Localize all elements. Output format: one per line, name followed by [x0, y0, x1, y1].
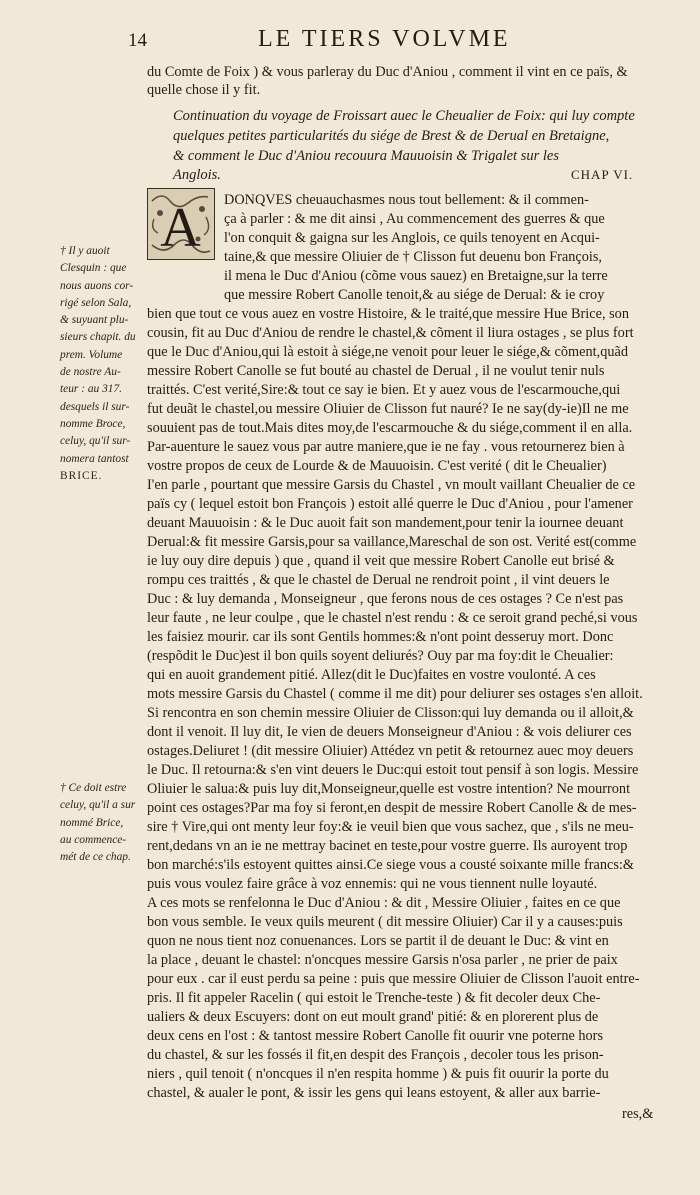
margin-note-line: teur : au 317. [60, 383, 123, 396]
text-line: res,& [622, 1106, 654, 1122]
heading-line: Anglois. [173, 167, 221, 183]
text-line: Oliuier le salua:& puis luy dit,Monseigneur,quelle est vostre intention? Ne mourront [147, 781, 631, 797]
drop-cap-letter: A [160, 197, 201, 258]
text-line: qui en auoit grandement pitié. Allez(dit le Duc)faites en vostre voulonté. A ces [147, 667, 596, 683]
text-line: les faisiez mourir. car ils sont Gentils hommes:& n'ont point desseruy mort. Donc [147, 629, 614, 645]
page-number: 14 [128, 30, 147, 51]
margin-note-line: sieurs chapit. du [60, 331, 136, 344]
margin-note-line: nous auons cor- [60, 279, 134, 292]
text-line: traittés. C'est verité,Sire:& tout ce say ie bien. Et y auez vous de l'escarmouche,qui [147, 382, 621, 398]
text-line: A ces mots se renfelonna le Duc d'Aniou : & dit , Messire Oliuier , faites en ce que [147, 895, 621, 911]
body-line: quelle chose il y fit. [147, 82, 261, 98]
text-line: la place , deuant le chastel: n'oncques messire Garsis n'osa parler , ne prier de paix [147, 952, 618, 968]
margin-note-line: rigé selon Sala, [60, 296, 132, 309]
heading-line: quelques petites particularités du siége de Brest & de Derual en Bretaigne, [173, 128, 610, 144]
text-line: pris. Il fit appeler Racelin ( qui estoit le Trenche-teste ) & fit decoler deux Che- [147, 990, 601, 1006]
text-line: souuient pas de tout.Mais dites moy,de l'escarmouche & du siége,comment il en alla. [147, 420, 633, 436]
text-line: bien que tout ce vous auez en vostre Histoire, & le traité,que messire Hue Brice, son [147, 306, 629, 322]
text-line: point ces ostages?Par ma foy si feront,en despit de messire Robert Canolle & de mes- [147, 800, 637, 816]
margin-note-line: au commence- [60, 833, 127, 846]
text-line: ça à parler : & me dit ainsi , Au commencement des guerres & que [224, 211, 605, 227]
margin-note-line: de nostre Au- [60, 366, 121, 379]
ornament-icon [148, 189, 213, 258]
text-line: du chastel, & sur les fossés il fit,en despit des François , decoler tous les prison- [147, 1047, 604, 1063]
text-line: puis vous voulez faire grâce à voz ennemis: qui ne vous tiennent nulle loyauté. [147, 876, 598, 892]
margin-note-line: desquels il sur- [60, 400, 130, 413]
text-line: l'on conquit & gaigna sur les Anglois, ce quils tenoyent en Acqui- [224, 230, 600, 246]
text-line: DONQVES cheuauchasmes nous tout bellement: & il commen- [224, 192, 589, 208]
heading-line: Continuation du voyage de Froissart auec le Cheualier de Foix: qui luy compte [173, 108, 635, 124]
text-line: rompu ces traittés , & que le chastel de Derual ne rendroit point , il vint deuers le [147, 572, 610, 588]
chapter-label: CHAP VI. [571, 167, 634, 182]
text-line: ie luy ouy dire depuis ) que , quand il veit que messire Robert Canolle eut brisé & [147, 553, 615, 569]
margin-note-line: † Ce doit estre [60, 782, 127, 794]
text-line: pour eux . car il eust perdu sa peine : puis que messire Oliuier de Clisson l'auoit entre- [147, 971, 640, 987]
text-line: I'en parle , pourtant que messire Garsis du Chastel , vn moult vaillant Cheualier de ce [147, 477, 636, 493]
body-line: du Comte de Foix ) & vous parleray du Duc d'Aniou , comment il vint en ce païs, & [147, 64, 628, 80]
text-line: Si rencontra en son chemin messire Oliuier de Clisson:qui luy demanda ou il alloit,& [147, 705, 634, 721]
text-line: deux cens en l'ost : & tantost messire Robert Canolle fit ouurir vne poterne hors [147, 1028, 604, 1044]
text-line: bon vous semble. Ie veux quils meurent ( dit messire Oliuier) Car il y a causes:puis [147, 914, 623, 930]
text-line: il mena le Duc d'Aniou (cõme vous sauez) en Bretaigne,sur la terre [224, 268, 608, 284]
text-line: dont il venoit. Il luy dit, Ie vien de deuers Monseigneur d'Aniou : & vois deliurer ces [147, 724, 632, 740]
text-line: Par-auenture le sauez vous par autre maniere,que ie ne fay . vous retournerez bien à [147, 439, 625, 455]
text-line: païs cy ( lequel estoit bon François ) estoit allé querre le Duc d'Aniou , pour l'amener [147, 496, 633, 512]
drop-cap [147, 188, 215, 260]
heading-line: & comment le Duc d'Aniou recouura Mauuoisin & Trigalet sur les [173, 148, 559, 164]
text-line: taine,& que messire Oliuier de † Clisson fut deuenu bon François, [224, 249, 603, 265]
text-line: cousin, fit au Duc d'Aniou de rendre le chastel,& cõment il liura ostages , se plus fort [147, 325, 634, 341]
margin-note-line: † Il y auoit [60, 245, 110, 257]
text-line: quon ne nous tient noz conuenances. Lors se partit il de deuant le Duc: & vint en [147, 933, 609, 949]
margin-note-line: celuy, qu'il a sur [60, 799, 136, 812]
margin-note-line: mét de ce chap. [60, 851, 131, 864]
margin-note-line: nommé Brice, [60, 816, 124, 829]
text-line: messire Robert Canolle se fut bouté au chastel de Derual , il ne voulut tenir nuls [147, 363, 605, 379]
text-line: rent,dedans vn an ie ne mettray bacinet en teste,pour vostre guerre. Ils auroyent trop [147, 838, 628, 854]
text-line: Derual:& fit messire Garsis,pour sa vaillance,Mareschal de son ost. Verité est(comme [147, 534, 637, 550]
running-title: LE TIERS VOLVME [258, 26, 511, 52]
text-line: fut deuãt le chastel,ou messire Oliuier de Clisson fut nauré? Ie ne say(dy-ie)Il ne me [147, 401, 629, 417]
text-line: chastel, & aualer le pont, & issir les gens qui leans estoyent, & aller aux barrie- [147, 1085, 601, 1101]
text-line: ualiers & deux Escuyers: dont on eut moult grand' pitié: & en plorerent plus de [147, 1009, 599, 1025]
text-line: ostages.Deliuret ! (dit messire Oliuier) Attédez vn petit & retournez auec moy deuers [147, 743, 634, 759]
text-line: que messire Robert Canolle tenoit,& au siége de Derual: & ie croy [224, 287, 605, 303]
text-line: deuant Mauuoisin : & le Duc auoit fait son mandement,pour tenir la iournee deuant [147, 515, 624, 531]
margin-note-line: Clesquin : que [60, 262, 127, 275]
text-line: que le Duc d'Aniou,qui là estoit à siége,ne venoit pour leuer le siége,& cõment,quãd [147, 344, 628, 360]
text-line: Duc : & luy demanda , Monseigneur , que ferons nous de ces ostages ? Ce n'est pas [147, 591, 624, 607]
text-line: (respõdit le Duc)est il bon quils soyent deliurés? Ouy par ma foy:dit le Cheualier: [147, 648, 614, 664]
margin-note-line: & suyuant plu- [60, 314, 129, 327]
margin-note [60, 243, 136, 485]
text-line: mots messire Garsis du Chastel ( comme il me dit) pour deliurer ses ostages s'en alloit. [147, 686, 643, 702]
text-line: bon marché:s'ils estoyent quittes ainsi.Ce siege vous a cousté soixante mille francs:& [147, 857, 634, 873]
margin-note-line: nomme Broce, [60, 417, 126, 430]
text-line: sire † Vire,qui ont menty leur foy:& ie veuil bien que vous sachez, que , s'ils ne meu- [147, 819, 634, 835]
page-header [128, 26, 668, 54]
margin-note-line: prem. Volume [60, 348, 123, 361]
text-line: leur faute , ne leur coulpe , que le chastel n'est rendu : & ce seroit grand peché,si vous [147, 610, 638, 626]
margin-note-line: nomera tantost [60, 452, 129, 465]
margin-note-line: BRICE. [60, 469, 103, 482]
text-line: vostre propos de ceux de Lourde & de Mauuoisin. C'est verité ( dit le Cheualier) [147, 458, 607, 474]
margin-note [60, 780, 135, 866]
text-line: niers , quil tenoit ( n'oncques il n'en respita homme ) & puis fit ouurir la porte du [147, 1066, 609, 1082]
margin-note-line: celuy, qu'il sur- [60, 435, 131, 448]
text-line: le Duc. Il retourna:& s'en vint deuers le Duc:qui estoit tout pensif à son logis. Messire [147, 762, 639, 778]
